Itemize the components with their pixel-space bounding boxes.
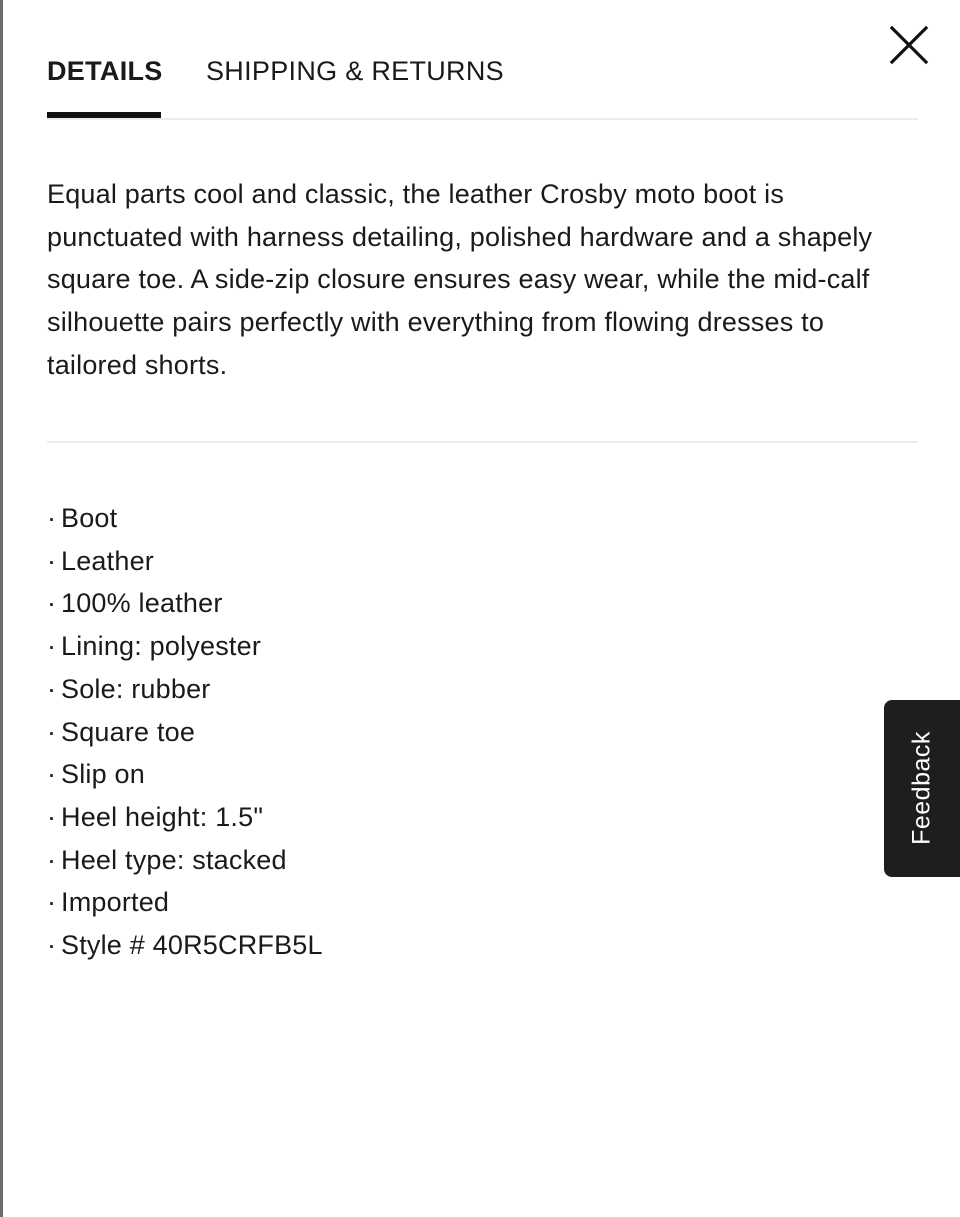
tab-details[interactable]: DETAILS (47, 56, 163, 86)
tabs-divider (47, 118, 918, 120)
left-edge-border (0, 0, 3, 1217)
tab-shipping-returns[interactable]: SHIPPING & RETURNS (206, 56, 504, 86)
feature-text: Imported (61, 887, 170, 918)
close-icon (884, 24, 932, 68)
tab-bar (47, 50, 918, 120)
bullet-mark: · (47, 631, 57, 662)
feature-text: Leather (61, 545, 154, 576)
bullet-mark: · (47, 844, 57, 875)
bullet-mark: · (47, 930, 57, 961)
bullet-mark: · (47, 503, 57, 533)
feature-item (47, 881, 323, 924)
bullet-mark: · (47, 588, 57, 619)
feature-text: Style # 40R5CRFB5L (61, 930, 323, 961)
feature-text: 100% leather (61, 588, 223, 619)
feature-item (47, 625, 323, 668)
section-divider (47, 441, 918, 443)
bullet-mark: · (47, 759, 57, 790)
feature-text: Sole: rubber (61, 673, 211, 704)
bullet-mark: · (47, 545, 57, 576)
feature-list (47, 497, 323, 967)
close-button[interactable] (884, 24, 932, 68)
feature-text: Slip on (61, 759, 145, 790)
bullet-mark: · (47, 716, 57, 747)
feature-item (47, 668, 323, 711)
bullet-mark: · (47, 801, 57, 832)
product-description: Equal parts cool and classic, the leather Crosby moto boot is punctuated with harness detailing, polished hardware and a shapely square toe. A side-zip closure ensures easy wear, while the mid-calf silhouette pairs perfectly with everything from flowing dresses to tailored shorts. (47, 179, 873, 380)
feature-item (47, 497, 323, 540)
bullet-mark: · (47, 673, 57, 704)
feature-item (47, 753, 323, 796)
feature-text: Lining: polyester (61, 631, 262, 662)
feature-item (47, 711, 323, 754)
bullet-mark: · (47, 887, 57, 918)
feature-text: Heel type: stacked (61, 844, 287, 875)
feature-item (47, 839, 323, 882)
feedback-label: Feedback (907, 731, 936, 845)
feature-item (47, 582, 323, 625)
feature-text: Boot (61, 503, 118, 533)
feature-item (47, 540, 323, 583)
feature-text: Heel height: 1.5" (61, 801, 264, 832)
feedback-button[interactable] (884, 700, 960, 877)
feature-text: Square toe (61, 716, 196, 747)
feature-item (47, 924, 323, 967)
feature-item (47, 796, 323, 839)
